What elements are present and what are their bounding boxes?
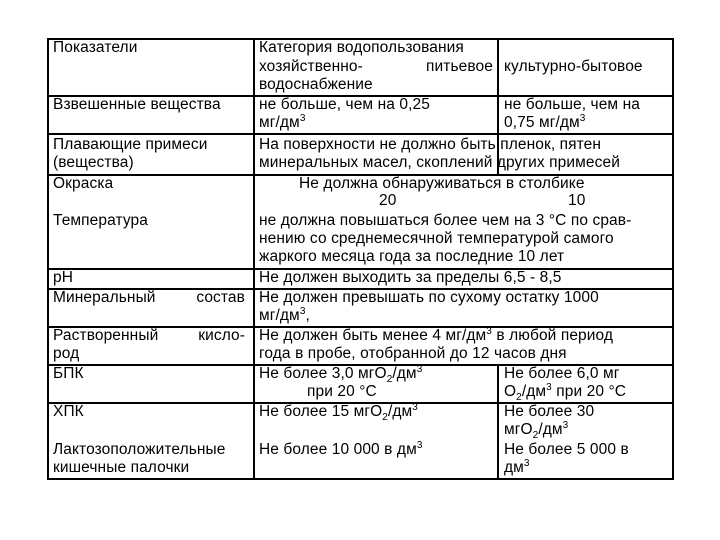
- row-coli-cultural-2: $дм^3$: [504, 458, 530, 476]
- row-cod-cultural-1: Не более 30: [504, 403, 595, 420]
- header-drinking-use: [259, 58, 493, 76]
- row-bod-cultural-1: Не более 6,0 мг: [504, 365, 620, 382]
- row-cod-drinking: Не более 15 $мгO_2/дм^3$: [259, 402, 418, 423]
- table-border-left: [47, 38, 49, 480]
- row-coli-cultural-1: Не более 5 000 в: [504, 441, 629, 458]
- header-water-supply: водоснабжение: [259, 76, 373, 93]
- row-color-value: Не должна обнаруживаться в столбике: [299, 175, 585, 192]
- row-bod-drinking-2: при 20 °С: [307, 383, 377, 400]
- row-suspended-drinking-1: не больше, чем на 0,25: [259, 96, 430, 113]
- row-suspended-drinking-2: $мг/дм^3$: [259, 113, 306, 131]
- row-cod-name: ХПК: [53, 403, 84, 420]
- header-cultural-use: культурно-бытовое: [504, 58, 643, 75]
- header-category: Категория водопользования: [259, 39, 464, 56]
- row-bod-name: БПК: [53, 365, 84, 382]
- row-bod-cultural-2: $O_2/дм^3$ при 20 °С: [504, 382, 627, 403]
- row-oxygen-name-2: род: [53, 345, 80, 362]
- header-drinking-a: хозяйственно-: [259, 58, 363, 75]
- row-temperature-value-2: нению со среднемесячной температурой самого: [259, 230, 614, 247]
- row-mineral-value-2: $мг/дм^3$,: [259, 306, 310, 324]
- row-temperature-value-1: не должна повышаться более чем на 3 °С по срав-: [259, 212, 632, 229]
- row-ph-name: pH: [53, 269, 74, 286]
- row-oxygen-value-2: года в пробе, отобранной до 12 часов дня: [259, 345, 567, 362]
- row-suspended-cultural-2: 0,75 $мг/дм^3$: [504, 113, 586, 131]
- row-oxygen-value-1: Не должен быть менее 4 $мг/дм^3$ в любой период: [259, 326, 614, 344]
- row-divider: [47, 133, 674, 135]
- row-color-cultural: 10: [568, 192, 586, 209]
- row-suspended-cultural-1: не больше, чем на: [504, 96, 640, 113]
- row-coli-drinking: Не более 10 000 в $дм^3$: [259, 440, 423, 458]
- header-drinking-b: питьевое: [426, 58, 493, 75]
- table-border-bottom: [47, 478, 674, 480]
- row-temperature-name: Температура: [53, 212, 148, 229]
- row-bod-drinking-1: Не более 3,0 $мгO_2/дм^3$: [259, 364, 423, 385]
- row-floating-name-1: Плавающие примеси: [53, 136, 208, 153]
- row-mineral-value-1: Не должен превышать по сухому остатку 1000: [259, 289, 599, 306]
- row-floating-value-1: На поверхности не должно быть пленок, пятен: [259, 136, 602, 153]
- water-quality-table: [47, 38, 674, 480]
- row-cod-cultural-2: $мгO_2/дм^3$: [504, 420, 569, 441]
- row-coli-name-1: Лактозоположительные: [53, 441, 226, 458]
- row-suspended-name: Взвешенные вещества: [53, 96, 221, 113]
- row-temperature-value-3: жаркого месяца года за последние 10 лет: [259, 248, 565, 265]
- row-floating-value-2: минеральных масел, скоплений других примесей: [259, 154, 620, 171]
- row-coli-name-2: кишечные палочки: [53, 459, 190, 476]
- row-mineral-name: Минеральный состав: [53, 289, 245, 306]
- column-divider: [253, 38, 255, 480]
- table-border-right: [672, 38, 674, 480]
- row-floating-name-2: (вещества): [53, 154, 134, 171]
- row-color-name: Окраска: [53, 175, 114, 192]
- row-oxygen-name-1: Растворенный кисло-: [53, 327, 245, 344]
- column-divider: [497, 364, 499, 480]
- row-color-drinking: 20: [379, 192, 397, 209]
- row-ph-value: Не должен выходить за пределы 6,5 - 8,5: [259, 269, 562, 286]
- header-indicators: Показатели: [53, 39, 138, 56]
